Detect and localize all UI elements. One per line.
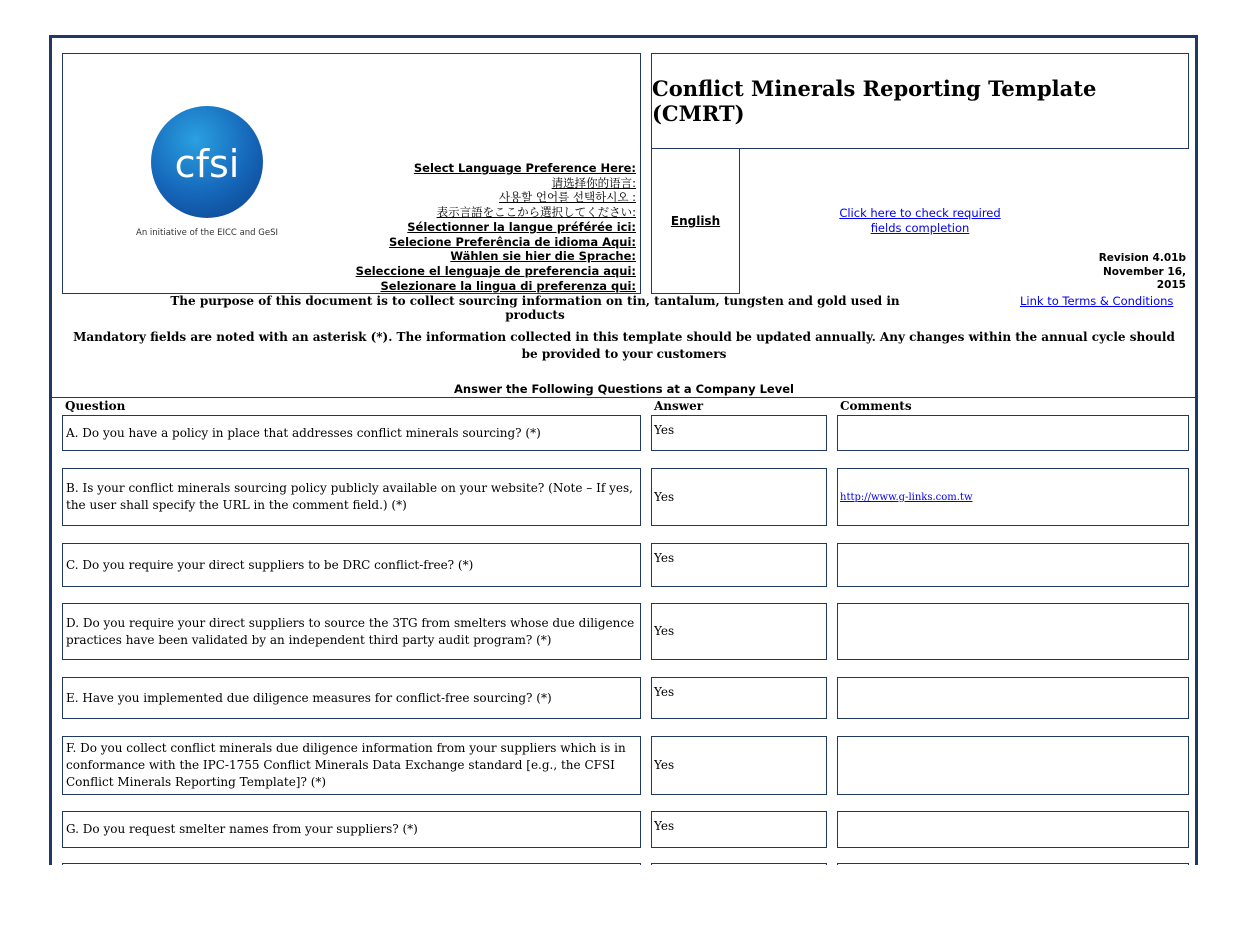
logo-language-panel — [62, 53, 641, 294]
comment-field[interactable] — [837, 736, 1189, 795]
answer-field[interactable]: Yes — [651, 677, 827, 719]
language-prompts — [356, 161, 636, 293]
language-prompt: 사용할 언어를 선택하시오 : — [498, 190, 636, 205]
language-prompt: Select Language Preference Here: — [413, 161, 636, 175]
section-heading: Answer the Following Questions at a Company Level — [454, 382, 794, 396]
comment-field[interactable] — [837, 543, 1189, 587]
terms-conditions-link[interactable]: Link to Terms & Conditions — [1020, 294, 1174, 308]
language-prompt: Sélectionner la langue préférée ici: — [407, 219, 636, 234]
comment-field[interactable] — [837, 677, 1189, 719]
answer-field[interactable]: Yes — [651, 811, 827, 848]
question-cell: E. Have you implemented due diligence measures for conflict-free sourcing? (*) — [62, 677, 641, 719]
comment-field[interactable] — [837, 468, 1189, 526]
purpose-statement: The purpose of this document is to collect sourcing information on tin, tantalum, tungsten and gold used in products — [170, 294, 900, 322]
column-header-answer: Answer — [654, 399, 704, 413]
title-panel — [651, 53, 1189, 149]
comment-field[interactable] — [837, 603, 1189, 660]
page-title: Conflict Minerals Reporting Template (CMRT) — [652, 76, 1097, 126]
policy-url-link[interactable]: http://www.g-links.com.tw — [840, 491, 973, 503]
language-prompt: 请选择你的语言: — [551, 175, 636, 190]
logo-caption: An initiative of the EICC and GeSI — [136, 228, 278, 238]
language-prompt: Selecione Preferência de idioma Aqui: — [388, 234, 636, 249]
question-cell: G. Do you request smelter names from your suppliers? (*) — [62, 811, 641, 848]
question-cell: D. Do you require your direct suppliers to source the 3TG from smelters whose due diligence practices have been validated by an independent third party audit program? (*) — [62, 603, 641, 660]
revision-date-line1: November 16, — [1103, 265, 1186, 278]
page-bottom-margin — [0, 865, 1248, 926]
selected-language[interactable]: English — [670, 214, 721, 228]
language-prompt: Seleccione el lenguaje de preferencia aqui: — [355, 263, 636, 278]
mandatory-note: Mandatory fields are noted with an asterisk (*). The information collected in this template should be updated annually. Any changes within the annual cycle should be provided to your customers — [73, 330, 1175, 361]
question-cell: F. Do you collect conflict minerals due diligence information from your suppliers which is in conformance with the IPC-1755 Conflict Minerals Data Exchange standard [e.g., the CFSI Conflict Minerals Reporting Template]? (*) — [62, 736, 641, 795]
column-header-question: Question — [65, 399, 126, 413]
check-required-fields-link[interactable] — [820, 206, 1020, 236]
answer-field[interactable]: Yes — [651, 736, 827, 795]
answer-field[interactable]: Yes — [651, 468, 827, 526]
language-prompt: Wählen sie hier die Sprache: — [450, 249, 636, 264]
column-header-comments: Comments — [840, 399, 912, 413]
answer-field[interactable]: Yes — [651, 603, 827, 660]
language-prompt: 表示言語をここから選択してください: — [436, 205, 636, 220]
language-selector[interactable] — [651, 148, 740, 294]
check-link-line1[interactable]: Click here to check required — [839, 206, 1001, 220]
divider — [52, 397, 1198, 398]
revision-date-line2: 2015 — [1156, 279, 1186, 291]
question-cell: C. Do you require your direct suppliers to be DRC conflict-free? (*) — [62, 543, 641, 587]
comment-field[interactable] — [837, 811, 1189, 848]
revision-number: Revision 4.01b — [1098, 252, 1186, 264]
language-prompt: Selezionare la lingua di preferenza qui: — [380, 278, 636, 293]
check-link-line2[interactable]: fields completion — [870, 221, 970, 235]
answer-field[interactable]: Yes — [651, 415, 827, 451]
answer-field[interactable]: Yes — [651, 543, 827, 587]
comment-field[interactable] — [837, 415, 1189, 451]
question-cell: B. Is your conflict minerals sourcing policy publicly available on your website? (Note – If yes, the user shall specify the URL in the comment field.) (*) — [62, 468, 641, 526]
question-cell: A. Do you have a policy in place that addresses conflict minerals sourcing? (*) — [62, 415, 641, 451]
cfsi-logo — [151, 106, 263, 218]
logo-text: cfsi — [174, 142, 240, 186]
revision-info — [1099, 252, 1186, 293]
